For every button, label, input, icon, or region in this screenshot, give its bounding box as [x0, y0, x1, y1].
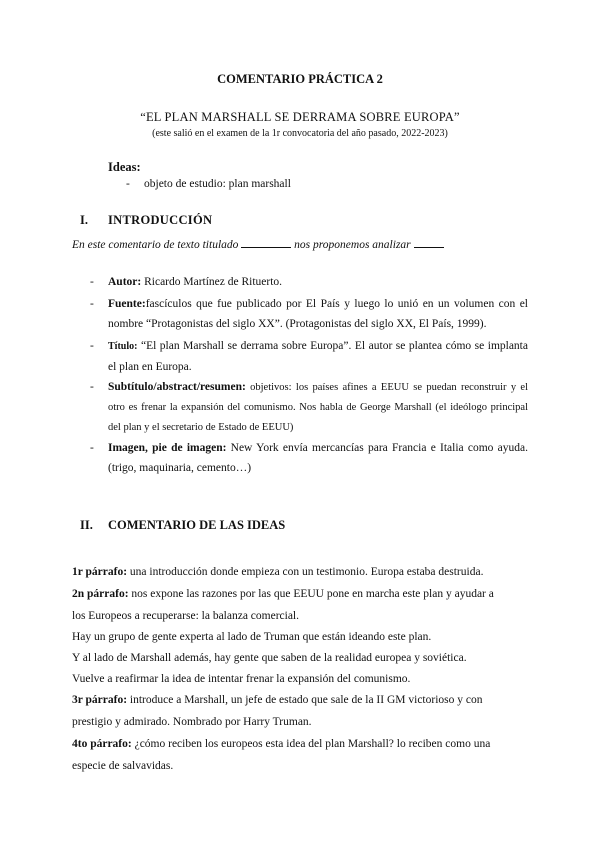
section-2-title: COMENTARIO DE LAS IDEAS: [108, 518, 286, 532]
object-blank: [414, 236, 444, 248]
subtitle-note: (este salió en el examen de la 1r convocatoria del año pasado, 2022-2023): [152, 128, 448, 139]
list-item-fuente: Fuente:fascículos que fue publicado por El País y luego lo unió en un volumen con el nombre “Protagonistas del siglo XX”. (Protagonistas del siglo XX, El País, 1999).: [108, 298, 528, 330]
list-item-subtitulo: Subtítulo/abstract/resumen: objetivos: los países afines a EEUU se puedan reconstruir y el otro es frenar la expansión del comunismo. Nos habla de George Marshall (el ideólogo principal del plan y el secretario de Estado de EEUU): [108, 381, 528, 433]
intro-sentence: [72, 236, 444, 251]
bullet-dash: -: [90, 298, 94, 310]
paragraph-4-continuation: especie de salvavidas.: [72, 760, 174, 772]
section-1-number: I.: [80, 213, 88, 227]
bullet-dash: -: [90, 340, 94, 352]
title-blank: [241, 236, 291, 248]
intro-part-2: nos proponemos analizar: [294, 239, 411, 251]
list-item-imagen: Imagen, pie de imagen: New York envía mercancías para Francia e Italia como ayuda. (trigo, maquinaria, cemento…): [108, 442, 528, 474]
document-title: COMENTARIO PRÁCTICA 2: [217, 72, 383, 86]
paragraph-3-summary: 3r párrafo: introduce a Marshall, un jefe de estado que sale de la II GM victorioso y con: [72, 694, 483, 706]
truman-line: Hay un grupo de gente experta al lado de Truman que están ideando este plan.: [72, 631, 432, 643]
ideas-bullet: -: [126, 178, 130, 190]
bullet-dash: -: [90, 381, 94, 393]
intro-part-1: En este comentario de texto titulado: [72, 239, 239, 251]
ideas-item: objeto de estudio: plan marshall: [144, 178, 291, 190]
paragraph-2-summary: 2n párrafo: nos expone las razones por las que EEUU pone en marcha este plan y ayudar a: [72, 588, 494, 600]
list-item-autor: Autor: Ricardo Martínez de Rituerto.: [108, 276, 283, 288]
paragraph-1-summary: 1r párrafo: una introducción donde empieza con un testimonio. Europa estaba destruida.: [72, 566, 484, 578]
bullet-dash: -: [90, 276, 94, 288]
document-subtitle: “EL PLAN MARSHALL SE DERRAMA SOBRE EUROPA”: [140, 110, 460, 124]
communism-line: Vuelve a reafirmar la idea de intentar frenar la expansión del comunismo.: [72, 673, 411, 685]
paragraph-3-continuation: prestigio y admirado. Nombrado por Harry Truman.: [72, 716, 312, 728]
section-2-number: II.: [80, 518, 93, 532]
bullet-dash: -: [90, 442, 94, 454]
list-item-titulo: Título: “El plan Marshall se derrama sobre Europa”. El autor se plantea cómo se implanta el plan en Europa.: [108, 340, 528, 373]
paragraph-2-continuation: los Europeos a recuperarse: la balanza comercial.: [72, 610, 300, 622]
paragraph-4-summary: 4to párrafo: ¿cómo reciben los europeos esta idea del plan Marshall? lo reciben como una: [72, 738, 491, 750]
section-1-title: INTRODUCCIÓN: [108, 213, 213, 227]
marshall-line: Y al lado de Marshall además, hay gente que saben de la realidad europea y soviética.: [72, 652, 467, 664]
ideas-label: Ideas:: [108, 160, 141, 174]
